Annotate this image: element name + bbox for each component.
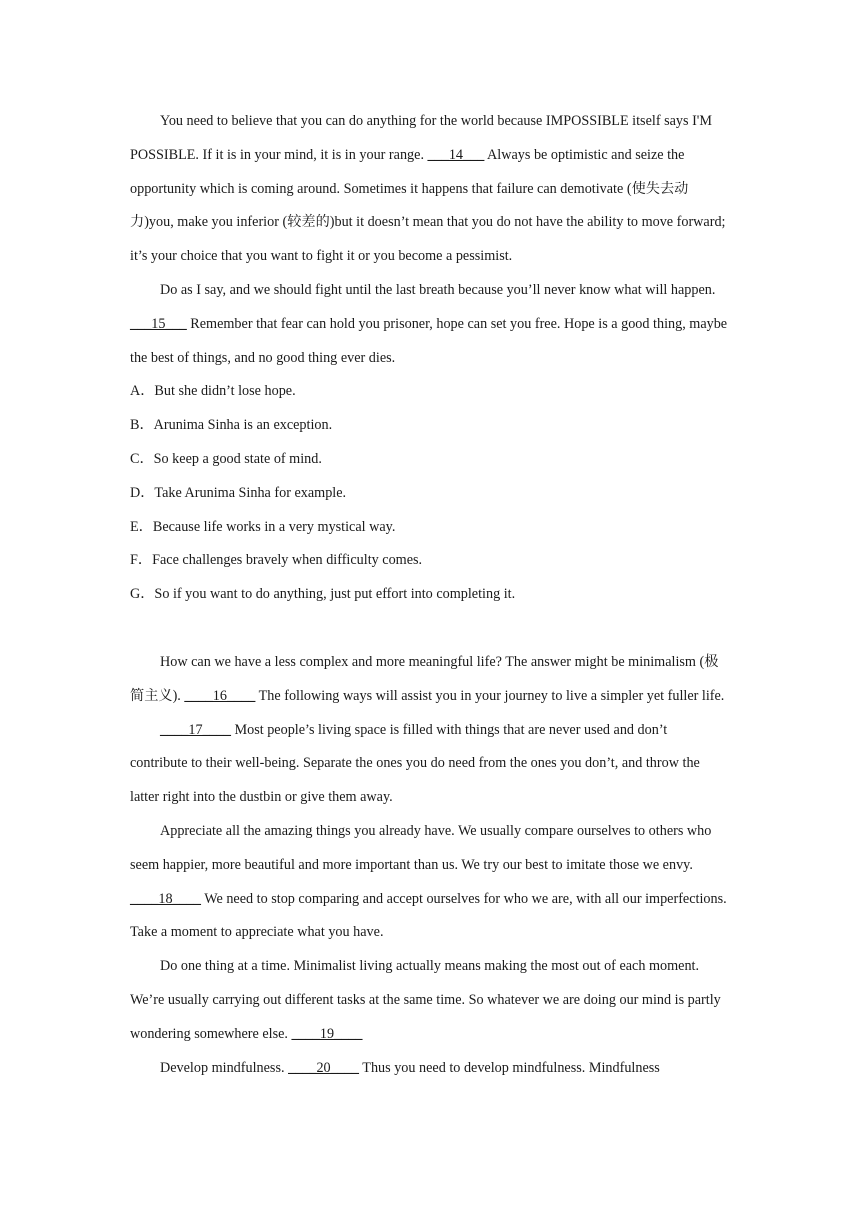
document-page (130, 105, 728, 1085)
passage1-paragraph2: Do as I say, and we should fight until the last breath because you’ll never know what will happen. ___15___ Remember that fear can hold you prisoner, hope can set you free. Hope is a good thing, maybe the best of things, and no good thing ever dies. (130, 281, 728, 366)
passage2-paragraph3: Appreciate all the amazing things you already have. We usually compare ourselves to others who seem happier, more beautiful and more important than us. We try our best to imitate those we envy. ____18____ We need to stop comparing and accept ourselves for who we are, with all our imperfections. Take a moment to appreciate what you have. (130, 822, 727, 941)
option-g: G．So if you want to do anything, just put effort into completing it. (130, 586, 516, 603)
option-e: E．Because life works in a very mystical way. (130, 518, 396, 535)
section-gap (130, 612, 728, 646)
passage2-paragraph4: Do one thing at a time. Minimalist living actually means making the most out of each moment. We’re usually carrying out different tasks at the same time. So whatever we are doing our mind is partly wondering somewhere else. ____19____ (130, 958, 721, 1042)
blank-16: ____16____ (184, 687, 256, 704)
blank-18: ____18____ (130, 890, 201, 907)
passage2-paragraph2: ____17____ Most people’s living space is filled with things that are never used and don’t contribute to their well-being. Separate the ones you do need from the ones you don’t, and throw the latter right into the dustbin or give them away. (130, 721, 700, 806)
passage2-paragraph1: How can we have a less complex and more meaningful life? The answer might be minimalism (极简主义). ____16____ The following ways will assist you in your journey to live a simpler yet fuller life. (130, 653, 725, 704)
blank-20: ____20____ (288, 1059, 359, 1076)
blank-17: ____17____ (160, 721, 231, 738)
passage1-paragraph1: You need to believe that you can do anything for the world because IMPOSSIBLE itself says I'M POSSIBLE. If it is in your mind, it is in your range. ___14___ Always be optimistic and seize the opportunity which is coming around. Sometimes it happens that failure can demotivate (使失去动力)you, make you inferior (较差的)but it doesn’t mean that you do not have the ability to move forward; it’s your choice that you want to fight it or you become a pessimist. (130, 113, 726, 265)
option-f: F．Face challenges bravely when difficulty comes. (130, 552, 423, 569)
option-a: A．But she didn’t lose hope. (130, 383, 296, 400)
passage2-paragraph5: Develop mindfulness. ____20____ Thus you need to develop mindfulness. Mindfulness (160, 1059, 660, 1076)
option-b: B．Arunima Sinha is an exception. (130, 417, 333, 434)
blank-14: ___14___ (427, 146, 485, 163)
blank-15: ___15___ (130, 315, 187, 332)
option-c: C．So keep a good state of mind. (130, 450, 322, 467)
option-d: D．Take Arunima Sinha for example. (130, 484, 347, 501)
blank-19: ____19____ (291, 1025, 363, 1042)
